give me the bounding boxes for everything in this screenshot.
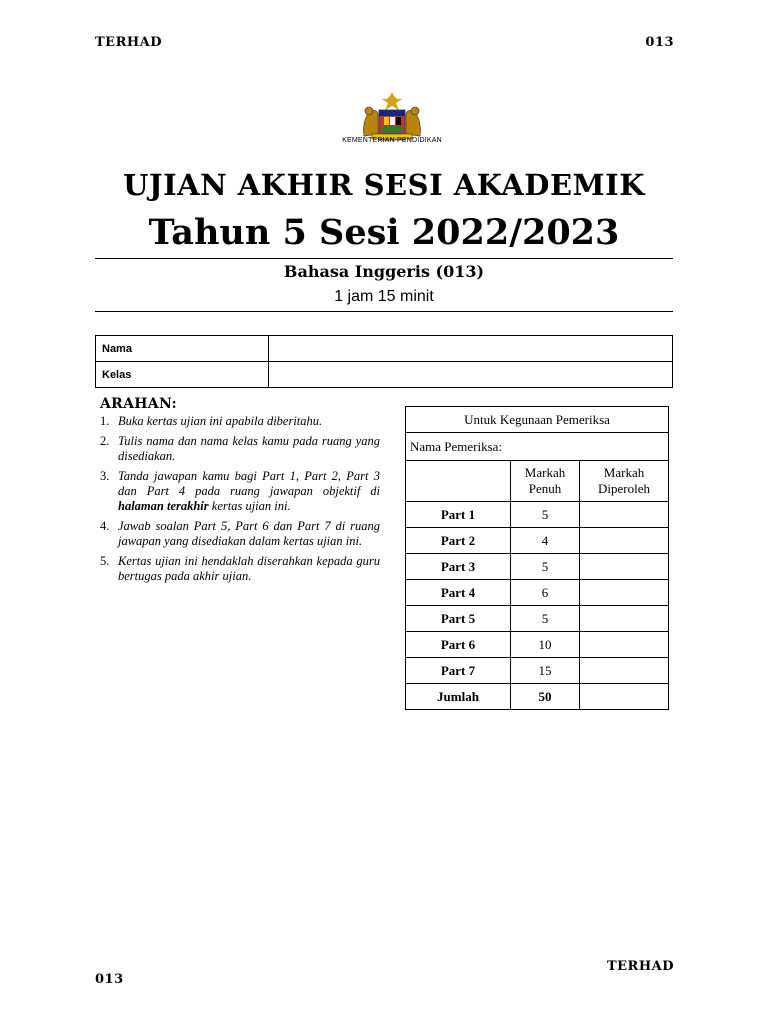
- full-marks-cell: 5: [511, 554, 580, 580]
- total-row: [406, 684, 669, 710]
- part-label: Part 4: [406, 580, 511, 606]
- part-label: Part 3: [406, 554, 511, 580]
- table-row: [406, 502, 669, 528]
- instruction-text: Jawab soalan Part 5, Part 6 dan Part 7 di ruang jawapan yang disediakan dalam kertas ujian ini.: [118, 519, 380, 548]
- full-marks-cell: 5: [511, 606, 580, 632]
- instruction-item: [100, 434, 380, 464]
- exam-title: UJIAN AKHIR SESI AKADEMIK: [123, 168, 645, 202]
- exam-year-title: Tahun 5 Sesi 2022/2023: [148, 212, 620, 253]
- part-label: Part 6: [406, 632, 511, 658]
- instructions-heading: ARAHAN:: [100, 396, 178, 412]
- obtained-marks-cell[interactable]: [580, 580, 669, 606]
- instruction-number: 3.: [100, 469, 110, 483]
- instruction-item: [100, 414, 380, 429]
- col-header-full-marks: Markah Penuh: [511, 461, 580, 502]
- student-identity-table: [95, 335, 673, 388]
- total-obtained-marks[interactable]: [580, 684, 669, 710]
- instruction-item: [100, 554, 380, 584]
- obtained-marks-cell[interactable]: [580, 606, 669, 632]
- name-field[interactable]: [269, 336, 673, 362]
- class-field[interactable]: [269, 362, 673, 388]
- instruction-emphasis: halaman terakhir: [118, 499, 209, 513]
- subject-name: Bahasa Inggeris (013): [283, 262, 485, 281]
- instruction-item: [100, 519, 380, 549]
- obtained-marks-cell[interactable]: [580, 658, 669, 684]
- ministry-caption: KEMENTERIAN PENDIDIKAN: [342, 137, 442, 144]
- full-marks-cell: 5: [511, 502, 580, 528]
- title-divider-bottom: [95, 311, 673, 312]
- instruction-text: Kertas ujian ini hendaklah diserahkan kepada guru bertugas pada akhir ujian.: [118, 554, 380, 583]
- instruction-number: 4.: [100, 519, 110, 533]
- marks-table-title: Untuk Kegunaan Pemeriksa: [406, 407, 669, 433]
- exam-duration: 1 jam 15 minit: [334, 288, 434, 305]
- full-marks-cell: 4: [511, 528, 580, 554]
- footer-classification: TERHAD: [606, 959, 674, 974]
- table-row: [406, 580, 669, 606]
- total-full-marks: 50: [511, 684, 580, 710]
- examiner-name-field[interactable]: Nama Pemeriksa:: [406, 433, 669, 461]
- part-label: Part 5: [406, 606, 511, 632]
- total-label: Jumlah: [406, 684, 511, 710]
- obtained-marks-cell[interactable]: [580, 502, 669, 528]
- footer-code: 013: [95, 972, 124, 987]
- table-row: [406, 606, 669, 632]
- obtained-marks-cell[interactable]: [580, 528, 669, 554]
- marks-header-blank: [406, 461, 511, 502]
- instruction-number: 5.: [100, 554, 110, 568]
- identity-row-class: [96, 362, 673, 388]
- name-label: Nama: [96, 336, 269, 362]
- table-row: [406, 528, 669, 554]
- full-marks-cell: 15: [511, 658, 580, 684]
- col-header-obtained-marks: Markah Diperoleh: [580, 461, 669, 502]
- instruction-number: 2.: [100, 434, 110, 448]
- title-divider-top: [95, 258, 673, 259]
- header-classification: TERHAD: [95, 35, 163, 50]
- full-marks-cell: 6: [511, 580, 580, 606]
- instruction-text: Tulis nama dan nama kelas kamu pada ruang yang disediakan.: [118, 434, 380, 463]
- obtained-marks-cell[interactable]: [580, 554, 669, 580]
- part-label: Part 7: [406, 658, 511, 684]
- instructions-list: [100, 414, 380, 589]
- instruction-item: [100, 469, 380, 514]
- table-row: [406, 632, 669, 658]
- full-marks-cell: 10: [511, 632, 580, 658]
- part-label: Part 2: [406, 528, 511, 554]
- instruction-number: 1.: [100, 414, 110, 428]
- part-label: Part 1: [406, 502, 511, 528]
- class-label: Kelas: [96, 362, 269, 388]
- examiner-marks-table: [405, 406, 669, 710]
- instruction-text: Buka kertas ujian ini apabila diberitahu.: [118, 414, 323, 428]
- table-row: [406, 554, 669, 580]
- table-row: [406, 658, 669, 684]
- header-code: 013: [645, 35, 674, 50]
- instruction-text: Tanda jawapan kamu bagi Part 1, Part 2, Part 3 dan Part 4 pada ruang jawapan objektif di halaman terakhir kertas ujian ini.: [118, 469, 380, 513]
- identity-row-name: [96, 336, 673, 362]
- obtained-marks-cell[interactable]: [580, 632, 669, 658]
